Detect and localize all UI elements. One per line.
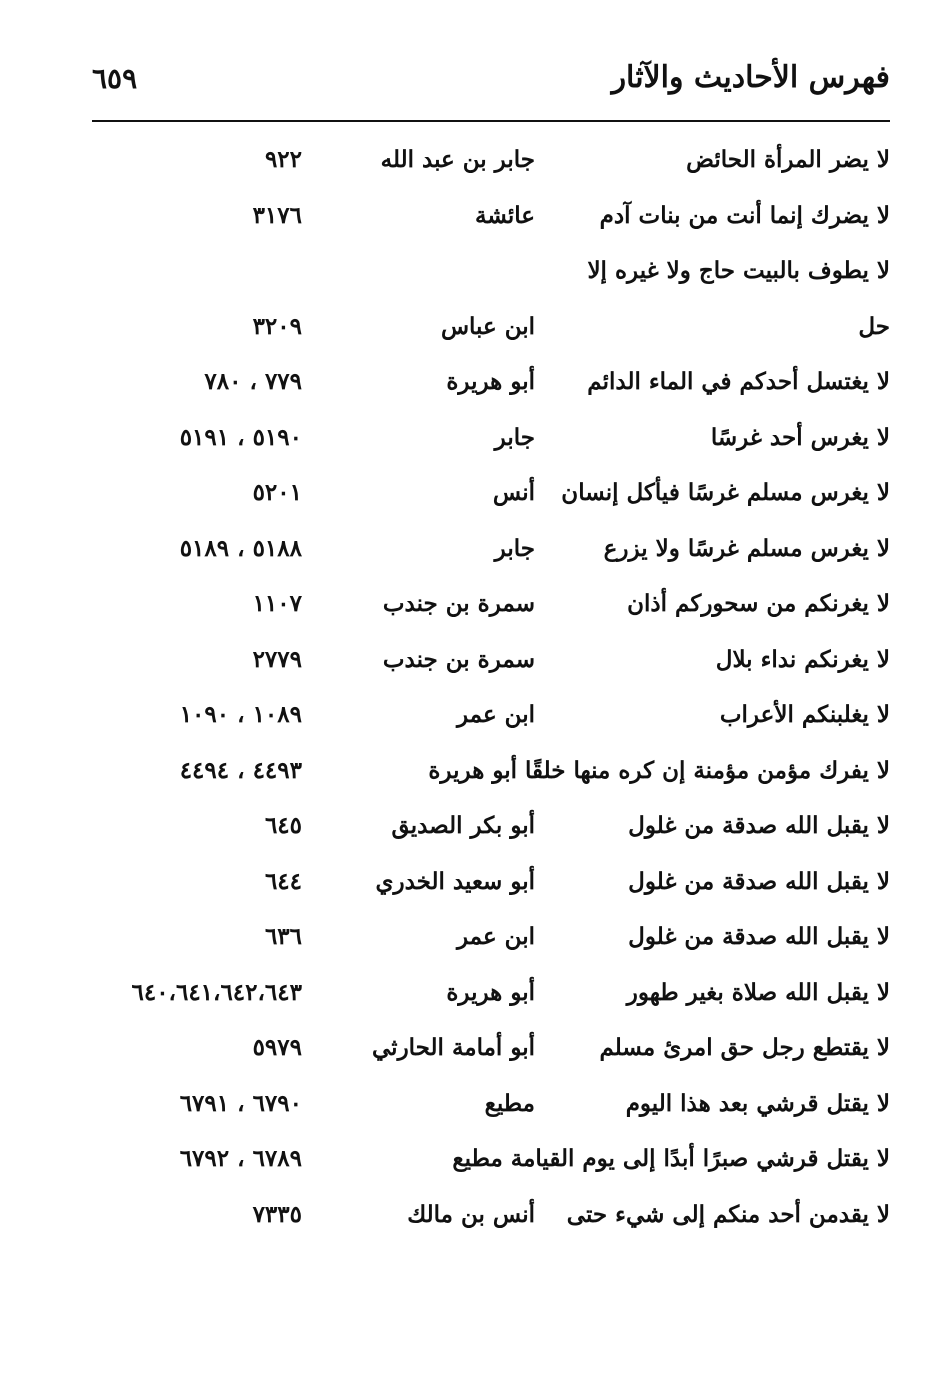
header-rule (92, 120, 890, 122)
narrator-name: ابن عباس (440, 312, 535, 340)
hadith-text: لا يقبل الله صدقة من غلول (628, 812, 890, 839)
index-entry-row (0, 862, 930, 918)
hadith-text: حل (858, 312, 890, 340)
reference-numbers: ٢٧٧٩ (252, 645, 302, 673)
page-number: ٦٥٩ (92, 62, 138, 95)
index-entry-row (0, 473, 930, 529)
index-entry-row (0, 140, 930, 196)
index-entry-row (0, 418, 930, 474)
reference-numbers: ٦٧٩٠ ، ٦٧٩١ (179, 1089, 302, 1117)
reference-numbers: ٥٢٠١ (252, 479, 302, 506)
index-entry-row (0, 584, 930, 640)
narrator-name: جابر (494, 534, 535, 562)
narrator-name: سمرة بن جندب (382, 590, 535, 617)
reference-numbers: ٤٤٩٣ ، ٤٤٩٤ (179, 756, 302, 784)
reference-numbers: ٥١٨٨ ، ٥١٨٩ (179, 534, 302, 562)
hadith-text: لا يغرس أحد غرسًا (710, 423, 890, 451)
hadith-text: لا يقبل الله صدقة من غلول (628, 923, 890, 950)
narrator-name: أبو هريرة (446, 978, 535, 1006)
hadith-text: لا يضر المرأة الحائض (686, 146, 890, 173)
index-entry-row (0, 307, 930, 363)
narrator-name: أبو بكر الصديق (391, 812, 535, 839)
narrator-name: مطيع (484, 1089, 535, 1117)
hadith-text: لا يقتطع رجل حق امرئ مسلم (599, 1034, 890, 1061)
reference-numbers: ١٠٨٩ ، ١٠٩٠ (179, 701, 302, 728)
hadith-text: لا يغرس مسلم غرسًا فيأكل إنسان (561, 479, 890, 506)
reference-numbers: ٦٤٤ (264, 867, 302, 895)
narrator-name: أبو سعيد الخدري (375, 867, 535, 895)
reference-numbers: ٣٢٠٩ (252, 312, 302, 340)
hadith-text: لا يفرك مؤمن مؤمنة إن كره منها خلقًا أبو هريرة (428, 756, 890, 784)
narrator-name: عائشة (475, 201, 535, 229)
index-entry-row (0, 751, 930, 807)
narrator-name: جابر (494, 423, 535, 451)
reference-numbers: ٥٩٧٩ (252, 1034, 302, 1061)
narrator-name: أنس (492, 479, 535, 506)
index-entry-row (0, 196, 930, 252)
reference-numbers: ٣١٧٦ (252, 201, 302, 229)
hadith-text: لا يغلبنكم الأعراب (719, 701, 890, 728)
hadith-text: لا يقبل الله صدقة من غلول (628, 867, 890, 895)
hadith-text: لا يغتسل أحدكم في الماء الدائم (587, 368, 890, 395)
page-title: فهرس الأحاديث والآثار (611, 60, 890, 95)
narrator-name: أبو أمامة الحارثي (372, 1034, 535, 1061)
index-entry-row (0, 1028, 930, 1084)
index-entry-row (0, 362, 930, 418)
hadith-text: لا يقتل قرشي صبرًا أبدًا إلى يوم القيامة مطيع (452, 1145, 890, 1172)
index-entry-row (0, 1084, 930, 1140)
narrator-name: أبو هريرة (446, 368, 535, 395)
index-entry-row (0, 695, 930, 751)
hadith-text: لا يغرنكم من سحوركم أذان (627, 590, 890, 617)
index-entry-row (0, 251, 930, 307)
index-entry-row (0, 1195, 930, 1251)
narrator-name: ابن عمر (456, 923, 535, 950)
narrator-name: سمرة بن جندب (382, 645, 535, 673)
narrator-name: أنس بن مالك (407, 1200, 535, 1228)
reference-numbers: ٦٣٦ (264, 923, 302, 950)
hadith-text: لا يقدمن أحد منكم إلى شيء حتى (566, 1200, 890, 1228)
index-entry-row (0, 1139, 930, 1195)
reference-numbers: ١١٠٧ (252, 590, 302, 617)
hadith-text: لا يغرس مسلم غرسًا ولا يزرع (603, 534, 890, 562)
narrator-name: ابن عمر (456, 701, 535, 728)
index-entry-row (0, 806, 930, 862)
index-entry-row (0, 973, 930, 1029)
hadith-text: لا يقبل الله صلاة بغير طهور (626, 978, 890, 1006)
hadith-text: لا يقتل قرشي بعد هذا اليوم (625, 1089, 890, 1117)
index-entry-row (0, 640, 930, 696)
hadith-text: لا يطوف بالبيت حاج ولا غيره إلا (587, 257, 890, 284)
index-entry-row (0, 917, 930, 973)
hadith-text: لا يغرنكم نداء بلال (715, 645, 890, 673)
reference-numbers: ٦٧٨٩ ، ٦٧٩٢ (179, 1145, 302, 1172)
narrator-name: جابر بن عبد الله (380, 146, 535, 173)
reference-numbers: ٦٤٠،٦٤١،٦٤٢،٦٤٣ (131, 978, 302, 1006)
hadith-index-list (0, 140, 930, 1250)
page-header (0, 0, 930, 130)
reference-numbers: ٧٣٣٥ (252, 1200, 302, 1228)
hadith-text: لا يضرك إنما أنت من بنات آدم (599, 201, 890, 229)
reference-numbers: ٦٤٥ (264, 812, 302, 839)
reference-numbers: ٩٢٢ (264, 146, 302, 173)
reference-numbers: ٧٧٩ ، ٧٨٠ (204, 368, 302, 395)
reference-numbers: ٥١٩٠ ، ٥١٩١ (179, 423, 302, 451)
index-entry-row (0, 529, 930, 585)
